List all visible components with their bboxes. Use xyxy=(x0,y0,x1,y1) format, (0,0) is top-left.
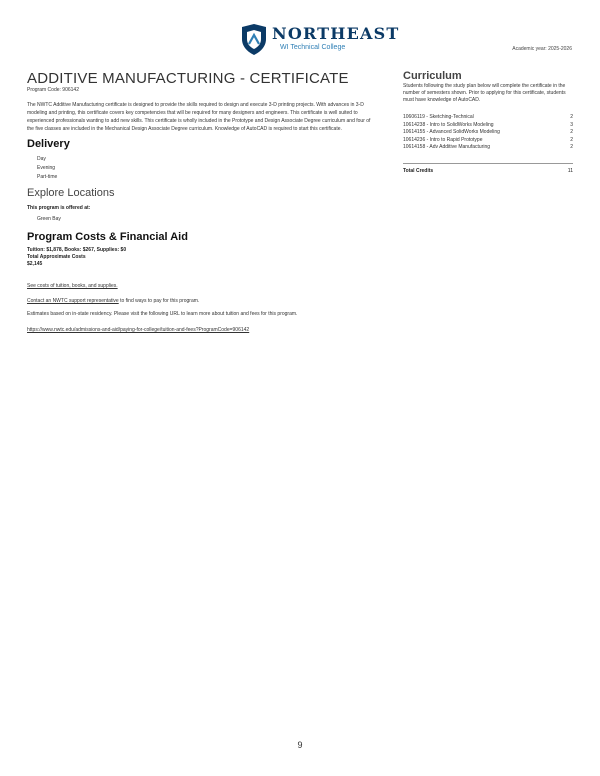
course-table xyxy=(403,114,573,152)
course-credits: 2 xyxy=(570,129,573,135)
total-credits-label: Total Credits xyxy=(403,167,434,174)
course-name: 10606119 - Sketching-Technical xyxy=(403,114,474,120)
delivery-heading: Delivery xyxy=(27,138,70,150)
curriculum-heading: Curriculum xyxy=(403,70,462,82)
page-header xyxy=(0,0,600,62)
shield-logo-icon xyxy=(240,24,268,56)
page-title: ADDITIVE MANUFACTURING - CERTIFICATE xyxy=(27,70,349,87)
costs-link[interactable]: See costs of tuition, books, and supplies. xyxy=(27,283,118,289)
program-code: Program Code: 906142 xyxy=(27,87,79,93)
program-details xyxy=(27,70,372,336)
fees-url-link[interactable]: https://www.nwtc.edu/admissions-and-aid/paying-for-college/tuition-and-fees?ProgramCode=906142 xyxy=(27,327,250,333)
table-row xyxy=(403,122,573,130)
program-description: The NWTC Additive Manufacturing certificate is designed to provide the skills required to design and execute 3-D printing projects. With advances in 3-D modeling and printing, this certificate covers key competencies that will be required for many designers and engineers. This certificate is well suited to experienced professionals wanting to add new skills. This certificate is wholly included in the Prototype and Design Associate Degree curriculum and four of the five classes are included in the Mechanical Design Associate Degree curriculum. Knowledge of AutoCAD is required to start this certificate. xyxy=(27,102,371,132)
academic-year: Academic year: 2025-2026 xyxy=(512,46,572,52)
college-logo xyxy=(240,24,400,56)
table-row xyxy=(403,129,573,137)
total-costs-label: Total Approximate Costs xyxy=(27,254,86,260)
total-costs-value: $2,145 xyxy=(27,261,43,267)
course-name: 10614155 - Advanced SolidWorks Modeling xyxy=(403,129,500,135)
delivery-item: Evening xyxy=(37,165,56,171)
course-name: 10614238 - Intro to SolidWorks Modeling xyxy=(403,121,494,128)
divider xyxy=(403,163,573,164)
course-credits: 2 xyxy=(570,114,573,120)
location-item: Green Bay xyxy=(37,216,61,222)
support-line xyxy=(27,298,372,305)
total-credits-value: 11 xyxy=(567,167,573,174)
offered-label: This program is offered at: xyxy=(27,205,91,211)
page-number: 9 xyxy=(297,740,303,750)
course-name: 10614158 - Adv Additive Manufacturing xyxy=(403,144,491,150)
support-text: to find ways to pay for this program. xyxy=(118,298,200,304)
curriculum-intro: Students following the study plan below will complete the certificate in the number of semesters shown. Prior to applying for this certificate, students must have knowledge of AutoCAD. xyxy=(403,83,566,103)
tuition-line: Tuition: $1,878, Books: $267, Supplies: $0 xyxy=(27,247,127,253)
total-credits-row xyxy=(403,168,573,174)
course-name: 10614236 - Intro to Rapid Prototype xyxy=(403,136,483,143)
locations-heading: Explore Locations xyxy=(27,187,115,199)
table-row xyxy=(403,137,573,145)
logo-subtitle: WI Technical College xyxy=(280,44,346,51)
table-row xyxy=(403,114,573,122)
delivery-item: Part-time xyxy=(37,174,58,180)
table-row xyxy=(403,144,573,152)
support-link[interactable]: Contact an NWTC support representative xyxy=(27,298,119,304)
course-credits: 2 xyxy=(570,136,573,143)
delivery-item: Day xyxy=(37,156,46,162)
logo-name: NORTHEAST xyxy=(272,24,400,43)
course-credits: 3 xyxy=(570,121,573,128)
costs-heading: Program Costs & Financial Aid xyxy=(27,231,188,243)
delivery-list xyxy=(27,155,372,182)
course-credits: 2 xyxy=(570,144,573,150)
curriculum-panel xyxy=(403,70,573,174)
estimate-note: Estimates based on in-state residency. Please visit the following URL to learn more about tuition and fees for this program. xyxy=(27,311,298,317)
